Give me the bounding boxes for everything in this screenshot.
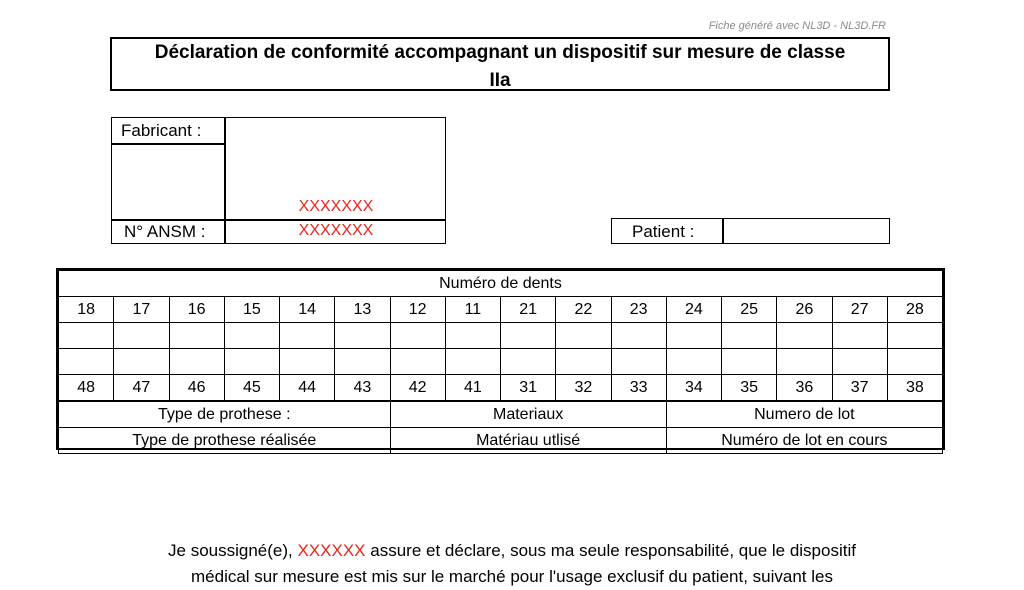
- ansm-label: N° ANSM :: [124, 222, 206, 241]
- teeth-header: Numéro de dents: [59, 271, 943, 297]
- columns-value-row: [59, 428, 943, 454]
- materials-value: Matériau utlisé: [390, 428, 666, 454]
- empty-cell: [390, 349, 445, 375]
- lower-teeth-row: [59, 375, 943, 402]
- title-line-1: Déclaration de conformité accompagnant un dispositif sur mesure de classe: [154, 42, 846, 63]
- tooth-number-cell: 12: [390, 297, 445, 323]
- columns-header-row: [59, 401, 943, 428]
- tooth-number-cell: 32: [556, 375, 611, 402]
- tooth-number-cell: 41: [445, 375, 500, 402]
- empty-cell: [335, 323, 390, 349]
- tooth-number-cell: 33: [611, 375, 666, 402]
- patient-label: Patient :: [632, 222, 695, 241]
- tooth-number-cell: 18: [59, 297, 114, 323]
- manufacturer-label: Fabricant :: [121, 121, 202, 140]
- empty-cell: [445, 323, 500, 349]
- declarant-name: XXXXXX: [297, 541, 366, 560]
- tooth-number-cell: 35: [722, 375, 777, 402]
- empty-cell: [169, 349, 224, 375]
- tooth-number-cell: 25: [722, 297, 777, 323]
- patient-block: [611, 218, 890, 244]
- empty-cell: [501, 323, 556, 349]
- empty-cell: [722, 323, 777, 349]
- tooth-number-cell: 16: [169, 297, 224, 323]
- tooth-number-cell: 34: [666, 375, 721, 402]
- empty-row: [59, 323, 943, 349]
- tooth-number-cell: 22: [556, 297, 611, 323]
- teeth-grid: [58, 270, 943, 454]
- tooth-number-cell: 46: [169, 375, 224, 402]
- empty-cell: [114, 349, 169, 375]
- tooth-number-cell: 36: [777, 375, 832, 402]
- prosthesis-type-label: Type de prothese :: [59, 401, 391, 428]
- empty-cell: [224, 349, 279, 375]
- tooth-number-cell: 42: [390, 375, 445, 402]
- document-title: [110, 37, 890, 91]
- generator-watermark: Fiche généré avec NL3D - NL3D.FR: [708, 20, 886, 32]
- empty-cell: [114, 323, 169, 349]
- declaration-line2: médical sur mesure est mis sur le marché pour l'usage exclusif du patient, suivant les: [191, 567, 833, 586]
- tooth-number-cell: 24: [666, 297, 721, 323]
- empty-cell: [169, 323, 224, 349]
- manufacturer-block: [111, 117, 446, 244]
- materials-label: Materiaux: [390, 401, 666, 428]
- empty-cell: [556, 323, 611, 349]
- empty-cell: [556, 349, 611, 375]
- tooth-number-cell: 27: [832, 297, 887, 323]
- tooth-number-cell: 44: [280, 375, 335, 402]
- declaration-line1: assure et déclare, sous ma seule responsabilité, que le dispositif: [365, 541, 856, 560]
- tooth-number-cell: 14: [280, 297, 335, 323]
- empty-cell: [777, 323, 832, 349]
- empty-cell: [59, 349, 114, 375]
- tooth-number-cell: 45: [224, 375, 279, 402]
- empty-row: [59, 349, 943, 375]
- empty-cell: [832, 349, 887, 375]
- divider: [722, 219, 724, 243]
- tooth-number-cell: 23: [611, 297, 666, 323]
- tooth-number-cell: 37: [832, 375, 887, 402]
- tooth-number-cell: 15: [224, 297, 279, 323]
- divider: [112, 143, 224, 145]
- declaration-paragraph: [100, 538, 924, 590]
- teeth-table: [56, 268, 945, 450]
- title-line-2: IIa: [489, 70, 511, 91]
- tooth-number-cell: 11: [445, 297, 500, 323]
- empty-cell: [666, 349, 721, 375]
- empty-cell: [224, 323, 279, 349]
- divider: [112, 219, 445, 221]
- empty-cell: [777, 349, 832, 375]
- manufacturer-value: XXXXXXX: [298, 198, 374, 215]
- prosthesis-type-value: Type de prothese réalisée: [59, 428, 391, 454]
- empty-cell: [280, 349, 335, 375]
- empty-cell: [832, 323, 887, 349]
- tooth-number-cell: 38: [887, 375, 942, 402]
- empty-cell: [445, 349, 500, 375]
- empty-cell: [887, 349, 942, 375]
- tooth-number-cell: 26: [777, 297, 832, 323]
- empty-cell: [280, 323, 335, 349]
- empty-cell: [887, 323, 942, 349]
- tooth-number-cell: 13: [335, 297, 390, 323]
- empty-cell: [611, 349, 666, 375]
- ansm-value: XXXXXXX: [298, 222, 374, 239]
- empty-cell: [390, 323, 445, 349]
- empty-cell: [611, 323, 666, 349]
- tooth-number-cell: 47: [114, 375, 169, 402]
- lot-number-label: Numero de lot: [666, 401, 942, 428]
- tooth-number-cell: 21: [501, 297, 556, 323]
- upper-teeth-row: [59, 297, 943, 323]
- empty-cell: [335, 349, 390, 375]
- tooth-number-cell: 48: [59, 375, 114, 402]
- tooth-number-cell: 43: [335, 375, 390, 402]
- empty-cell: [59, 323, 114, 349]
- tooth-number-cell: 28: [887, 297, 942, 323]
- declaration-prefix: Je soussigné(e),: [168, 541, 298, 560]
- tooth-number-cell: 17: [114, 297, 169, 323]
- empty-cell: [722, 349, 777, 375]
- empty-cell: [666, 323, 721, 349]
- lot-number-value: Numéro de lot en cours: [666, 428, 942, 454]
- empty-cell: [501, 349, 556, 375]
- tooth-number-cell: 31: [501, 375, 556, 402]
